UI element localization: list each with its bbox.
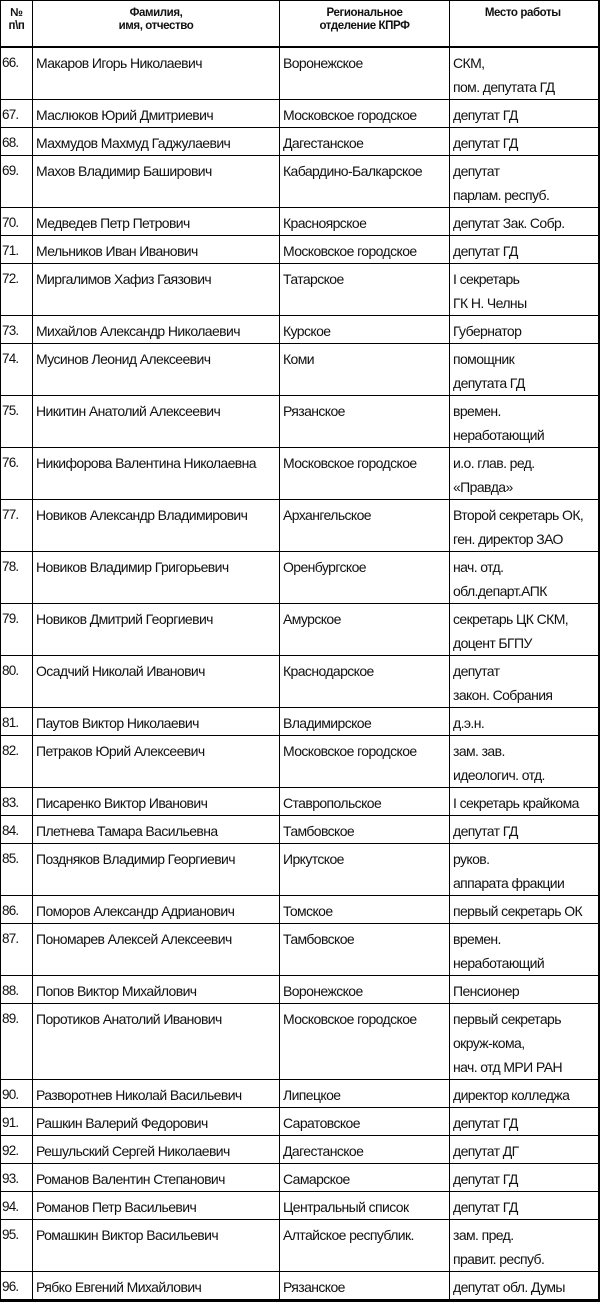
region: Тамбовское xyxy=(280,923,450,975)
table-row xyxy=(1,155,599,207)
row-number: 83. xyxy=(1,787,33,815)
full-name: Пономарев Алексей Алексеевич xyxy=(33,923,280,975)
row-number: 94. xyxy=(1,1191,33,1219)
table-row xyxy=(1,1107,599,1135)
full-name: Плетнева Тамара Васильевна xyxy=(33,815,280,843)
workplace: депутат ДГ xyxy=(450,1135,599,1163)
region: Краснодарское xyxy=(280,655,450,707)
row-number: 95. xyxy=(1,1219,33,1271)
full-name: Попов Виктор Михайлович xyxy=(33,975,280,1003)
workplace: депутат обл. Думы xyxy=(450,1271,599,1300)
table-row xyxy=(1,815,599,843)
region: Воронежское xyxy=(280,975,450,1003)
region: Татарское xyxy=(280,263,450,315)
region: Самарское xyxy=(280,1163,450,1191)
region: Иркутское xyxy=(280,843,450,895)
table-row xyxy=(1,315,599,343)
full-name: Романов Валентин Степанович xyxy=(33,1163,280,1191)
table-row xyxy=(1,395,599,447)
row-number: 69. xyxy=(1,155,33,207)
region: Архангельское xyxy=(280,499,450,551)
workplace: I секретарь ГК Н. Челны xyxy=(450,263,599,315)
workplace: депутат парлам. респуб. xyxy=(450,155,599,207)
table-row xyxy=(1,235,599,263)
row-number: 87. xyxy=(1,923,33,975)
region: Дагестанское xyxy=(280,127,450,155)
full-name: Разворотнев Николай Васильевич xyxy=(33,1079,280,1107)
row-number: 78. xyxy=(1,551,33,603)
workplace: Второй секретарь ОК, ген. директор ЗАО xyxy=(450,499,599,551)
region: Владимирское xyxy=(280,707,450,735)
row-number: 80. xyxy=(1,655,33,707)
table-row xyxy=(1,499,599,551)
region: Курское xyxy=(280,315,450,343)
workplace: депутат ГД xyxy=(450,1107,599,1135)
table-row xyxy=(1,655,599,707)
table-row xyxy=(1,99,599,127)
table-row xyxy=(1,895,599,923)
workplace: Пенсионер xyxy=(450,975,599,1003)
row-number: 74. xyxy=(1,343,33,395)
full-name: Макаров Игорь Николаевич xyxy=(33,47,280,100)
row-number: 84. xyxy=(1,815,33,843)
region: Амурское xyxy=(280,603,450,655)
region: Красноярское xyxy=(280,207,450,235)
full-name: Поротиков Анатолий Иванович xyxy=(33,1003,280,1079)
region: Липецкое xyxy=(280,1079,450,1107)
full-name: Медведев Петр Петрович xyxy=(33,207,280,235)
table-row xyxy=(1,787,599,815)
workplace: руков. аппарата фракции xyxy=(450,843,599,895)
full-name: Новиков Дмитрий Георгиевич xyxy=(33,603,280,655)
row-number: 90. xyxy=(1,1079,33,1107)
region: Воронежское xyxy=(280,47,450,100)
workplace: депутат ГД xyxy=(450,1191,599,1219)
full-name: Поздняков Владимир Георгиевич xyxy=(33,843,280,895)
region: Оренбургское xyxy=(280,551,450,603)
region: Кабардино-Балкарское xyxy=(280,155,450,207)
row-number: 82. xyxy=(1,735,33,787)
header-full-name: Фамилия, имя, отчество xyxy=(33,1,280,47)
workplace: времен. неработающий xyxy=(450,395,599,447)
row-number: 85. xyxy=(1,843,33,895)
row-number: 86. xyxy=(1,895,33,923)
full-name: Писаренко Виктор Иванович xyxy=(33,787,280,815)
table-row xyxy=(1,735,599,787)
workplace: депутат ГД xyxy=(450,127,599,155)
workplace: помощник депутата ГД xyxy=(450,343,599,395)
full-name: Паутов Виктор Николаевич xyxy=(33,707,280,735)
table-row xyxy=(1,923,599,975)
region: Томское xyxy=(280,895,450,923)
row-number: 96. xyxy=(1,1271,33,1300)
workplace: СКМ, пом. депутата ГД xyxy=(450,47,599,100)
workplace: депутат ГД xyxy=(450,99,599,127)
table-row xyxy=(1,343,599,395)
row-number: 71. xyxy=(1,235,33,263)
row-number: 75. xyxy=(1,395,33,447)
row-number: 92. xyxy=(1,1135,33,1163)
table-row xyxy=(1,207,599,235)
row-number: 88. xyxy=(1,975,33,1003)
full-name: Махмудов Махмуд Гаджулаевич xyxy=(33,127,280,155)
table-row xyxy=(1,603,599,655)
table-row xyxy=(1,1271,599,1300)
region: Ставропольское xyxy=(280,787,450,815)
full-name: Решульский Сергей Николаевич xyxy=(33,1135,280,1163)
region: Центральный список xyxy=(280,1191,450,1219)
full-name: Рашкин Валерий Федорович xyxy=(33,1107,280,1135)
region: Рязанское xyxy=(280,1271,450,1300)
row-number: 67. xyxy=(1,99,33,127)
full-name: Новиков Александр Владимирович xyxy=(33,499,280,551)
full-name: Петраков Юрий Алексеевич xyxy=(33,735,280,787)
table-row xyxy=(1,975,599,1003)
header-number: № п\п xyxy=(1,1,33,47)
table-row xyxy=(1,1079,599,1107)
workplace: и.о. глав. ред. «Правда» xyxy=(450,447,599,499)
full-name: Мусинов Леонид Алексеевич xyxy=(33,343,280,395)
full-name: Поморов Александр Адрианович xyxy=(33,895,280,923)
row-number: 68. xyxy=(1,127,33,155)
table-header-row xyxy=(1,1,599,47)
full-name: Романов Петр Васильевич xyxy=(33,1191,280,1219)
header-workplace: Место работы xyxy=(450,1,599,47)
table-row xyxy=(1,551,599,603)
table-row xyxy=(1,1163,599,1191)
table-row xyxy=(1,127,599,155)
region: Рязанское xyxy=(280,395,450,447)
region: Московское городское xyxy=(280,99,450,127)
workplace: Губернатор xyxy=(450,315,599,343)
region: Московское городское xyxy=(280,1003,450,1079)
region: Дагестанское xyxy=(280,1135,450,1163)
row-number: 89. xyxy=(1,1003,33,1079)
full-name: Новиков Владимир Григорьевич xyxy=(33,551,280,603)
workplace: первый секретарь ОК xyxy=(450,895,599,923)
workplace: нач. отд. обл.департ.АПК xyxy=(450,551,599,603)
table-row xyxy=(1,707,599,735)
region: Коми xyxy=(280,343,450,395)
region: Тамбовское xyxy=(280,815,450,843)
region: Московское городское xyxy=(280,235,450,263)
table-row xyxy=(1,47,599,100)
workplace: первый секретарь окруж-кома, нач. отд МРИ РАН xyxy=(450,1003,599,1079)
workplace: депутат ГД xyxy=(450,1163,599,1191)
workplace: зам. зав. идеологич. отд. xyxy=(450,735,599,787)
full-name: Ромашкин Виктор Васильевич xyxy=(33,1219,280,1271)
workplace: времен. неработающий xyxy=(450,923,599,975)
workplace: депутат закон. Собрания xyxy=(450,655,599,707)
full-name: Махов Владимир Баширович xyxy=(33,155,280,207)
table-body xyxy=(1,47,599,1301)
full-name: Мельников Иван Иванович xyxy=(33,235,280,263)
workplace: д.э.н. xyxy=(450,707,599,735)
row-number: 93. xyxy=(1,1163,33,1191)
full-name: Миргалимов Хафиз Гаязович xyxy=(33,263,280,315)
table-row xyxy=(1,1135,599,1163)
header-region: Региональное отделение КПРФ xyxy=(280,1,450,47)
table-row xyxy=(1,447,599,499)
workplace: депутат ГД xyxy=(450,815,599,843)
workplace: зам. пред. правит. респуб. xyxy=(450,1219,599,1271)
table-row xyxy=(1,1219,599,1271)
row-number: 77. xyxy=(1,499,33,551)
region: Саратовское xyxy=(280,1107,450,1135)
full-name: Рябко Евгений Михайлович xyxy=(33,1271,280,1300)
workplace: директор колледжа xyxy=(450,1079,599,1107)
table-row xyxy=(1,1003,599,1079)
row-number: 73. xyxy=(1,315,33,343)
table-row xyxy=(1,843,599,895)
workplace: I секретарь крайкома xyxy=(450,787,599,815)
row-number: 76. xyxy=(1,447,33,499)
row-number: 70. xyxy=(1,207,33,235)
row-number: 72. xyxy=(1,263,33,315)
table-row xyxy=(1,263,599,315)
region: Московское городское xyxy=(280,735,450,787)
full-name: Никитин Анатолий Алексеевич xyxy=(33,395,280,447)
region: Алтайское республик. xyxy=(280,1219,450,1271)
row-number: 91. xyxy=(1,1107,33,1135)
row-number: 81. xyxy=(1,707,33,735)
workplace: секретарь ЦК СКМ, доцент БГПУ xyxy=(450,603,599,655)
full-name: Маслюков Юрий Дмитриевич xyxy=(33,99,280,127)
row-number: 66. xyxy=(1,47,33,100)
region: Московское городское xyxy=(280,447,450,499)
row-number: 79. xyxy=(1,603,33,655)
workplace: депутат Зак. Собр. xyxy=(450,207,599,235)
full-name: Осадчий Николай Иванович xyxy=(33,655,280,707)
full-name: Никифорова Валентина Николаевна xyxy=(33,447,280,499)
full-name: Михайлов Александр Николаевич xyxy=(33,315,280,343)
table-row xyxy=(1,1191,599,1219)
workplace: депутат ГД xyxy=(450,235,599,263)
